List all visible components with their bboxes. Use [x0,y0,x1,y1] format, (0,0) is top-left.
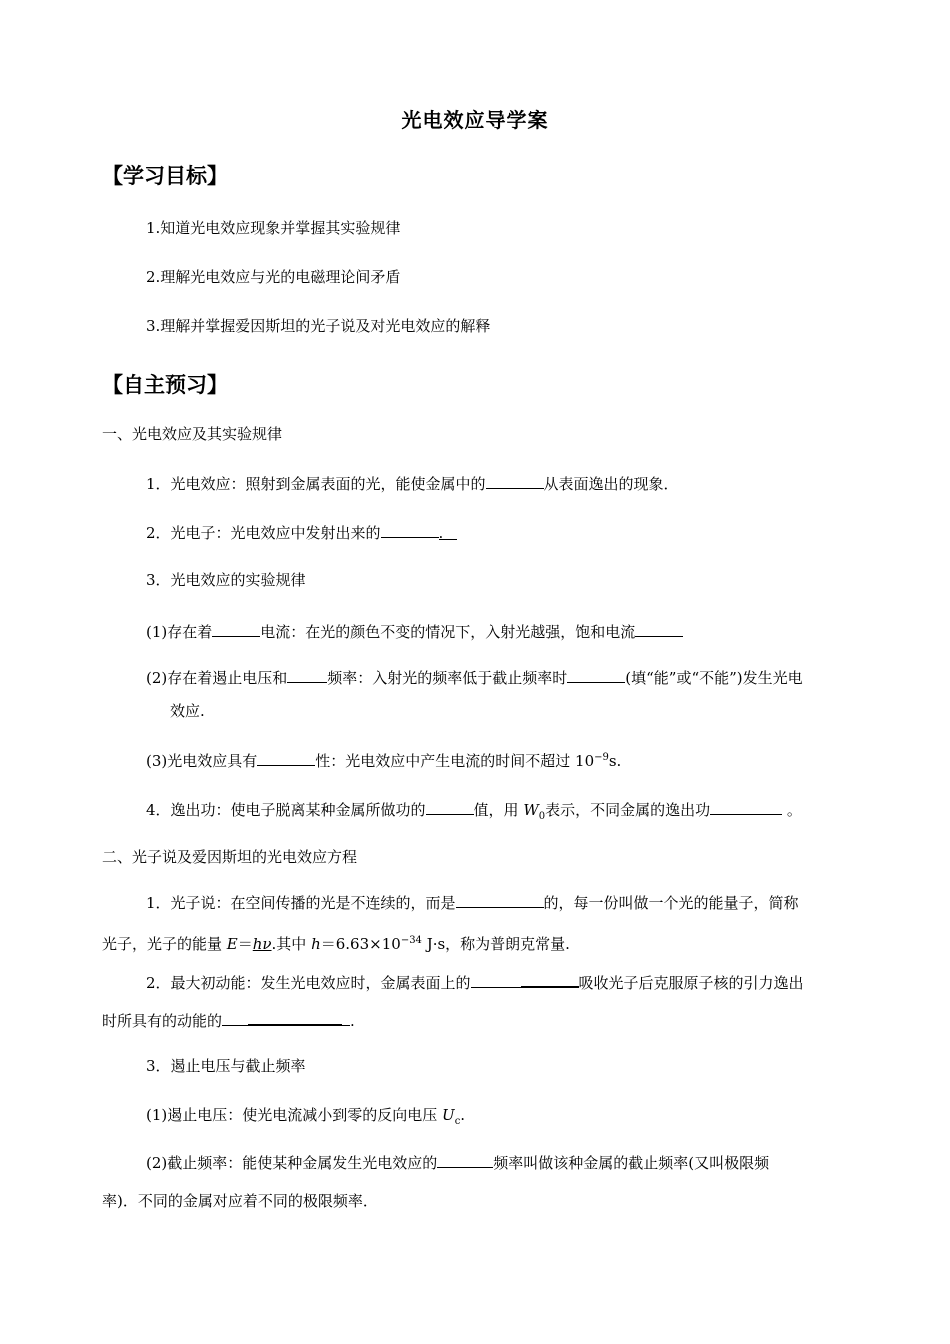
section-heading-preview: 【自主预习】 [102,373,228,397]
fill-blank[interactable] [456,891,544,908]
fill-blank[interactable] [287,666,327,683]
fill-blank[interactable] [342,1009,350,1026]
paragraph: (2)截止频率：能使某种金属发生光电效应的 频率叫做该种金属的截止频率(又叫极限频 率)．不同的金属对应着不同的极限频率． [102,1144,860,1220]
question-line: 4．逸出功：使电子脱离某种金属所做功的 值，用 $W_0$表示，不同金属的逸出功 。 [146,798,802,827]
fill-blank[interactable] [222,1009,248,1026]
fill-blank[interactable] [471,971,521,988]
goal-item: 1.知道光电效应现象并掌握其实验规律 [146,219,401,237]
goal-item: 2.理解光电效应与光的电磁理论间矛盾 [146,268,401,286]
question-line: 1．光电效应：照射到金属表面的光，能使金属中的 从表面逸出的现象． [146,472,679,494]
fill-blank[interactable] [521,970,579,988]
question-line: 2．光电子：光电效应中发射出来的 . [146,521,457,543]
fill-blank[interactable] [486,472,544,489]
section-heading-goals: 【学习目标】 [102,164,228,188]
question-line: (2)存在着遏止电压和 频率：入射光的频率低于截止频率时 (填“能”或“不能”)发生光电 [146,666,803,688]
fill-blank[interactable]: . [439,523,457,540]
question-line: (1)存在着 电流：在光的颜色不变的情况下，入射光越强，饱和电流 [146,620,683,642]
page-title: 光电效应导学案 [401,108,549,132]
paragraph: 2．最大初动能：发生光电效应时，金属表面上的 吸收光子后克服原子核的引力逸出 时所具有的动能的 . [102,964,860,1040]
fill-blank[interactable] [426,798,474,815]
fill-blank[interactable] [635,620,683,637]
fill-blank[interactable] [437,1151,493,1168]
fill-blank[interactable] [212,620,260,637]
fill-blank[interactable] [710,798,782,815]
part-heading: 一、光电效应及其实验规律 [102,425,283,443]
part-heading: 二、光子说及爱因斯坦的光电效应方程 [102,848,358,866]
paragraph: 1．光子说：在空间传播的光是不连续的，而是 的，每一份叫做一个光的能量子，简称 光子，光子的能量 E＝hν.其中 $h=6.63\times 10^{-34}$ J·s，称为普朗克常量. [102,884,860,963]
fill-blank[interactable] [248,1008,342,1026]
question-line: 3．遏止电压与截止频率 [146,1057,306,1075]
fill-blank[interactable] [257,749,315,766]
question-line: 效应. [170,702,205,720]
fill-blank[interactable] [381,521,439,538]
fill-blank[interactable] [567,666,625,683]
question-line: (1)遏止电压：使光电流减小到零的反向电压 $U_c$. [146,1106,466,1127]
question-line: 3．光电效应的实验规律 [146,571,306,589]
goal-item: 3.理解并掌握爱因斯坦的光子说及对光电效应的解释 [146,317,491,335]
question-line: (3)光电效应具有 性：光电效应中产生电流的时间不超过 $10^{-9}s$. [146,748,621,771]
